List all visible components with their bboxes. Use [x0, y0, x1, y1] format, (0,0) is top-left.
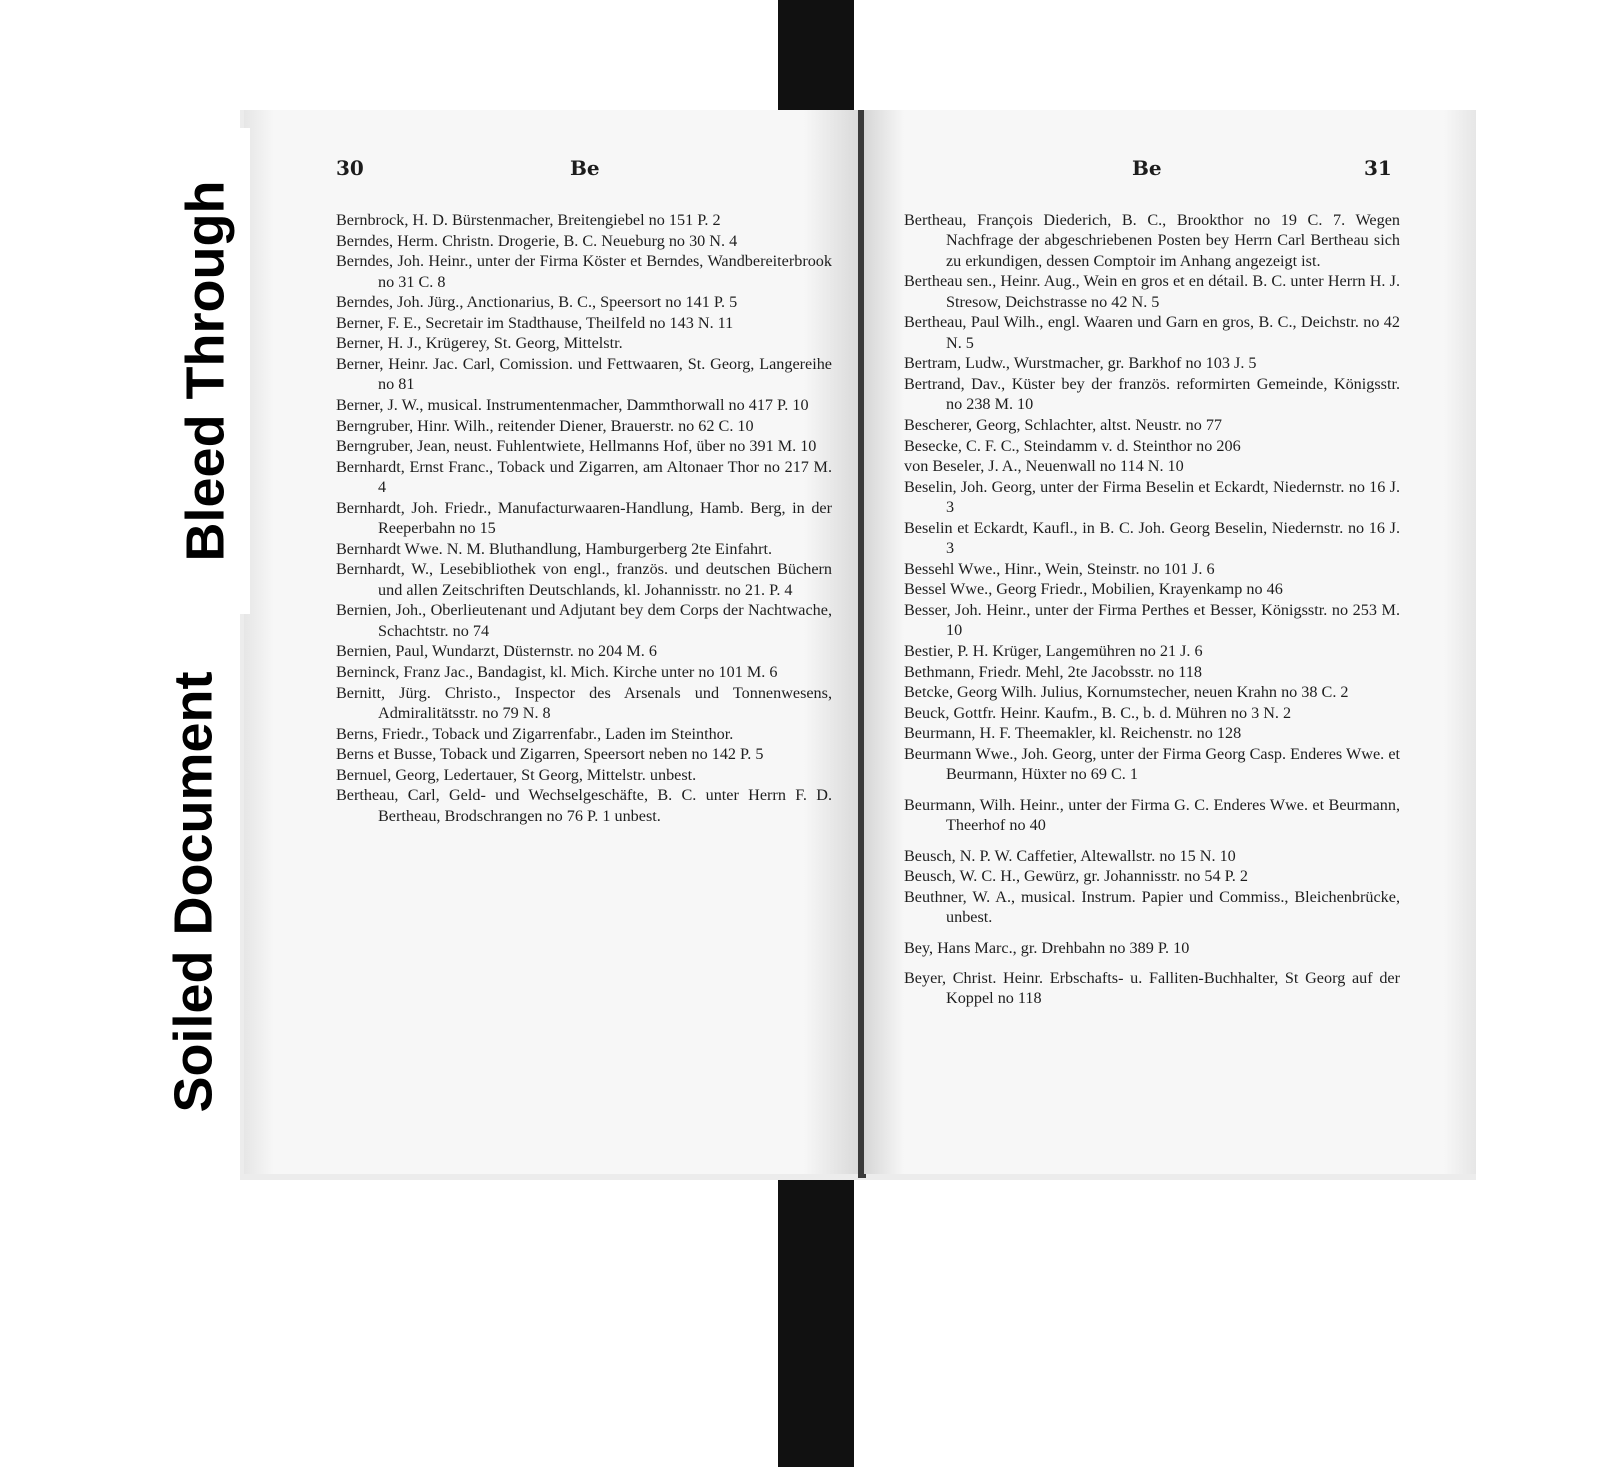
- right-entry-list: [904, 210, 1400, 1009]
- directory-entry: Berner, H. J., Krügerey, St. Georg, Mittelstr.: [336, 334, 623, 353]
- directory-entry: Beurmann, H. F. Theemakler, kl. Reichenstr. no 128: [904, 724, 1242, 743]
- binding-strip-bottom: [778, 1170, 854, 1467]
- directory-entry: Bertrand, Dav., Küster bey der französ. reformirten Gemeinde, Königsstr. no 238 M. 10: [904, 375, 1400, 414]
- directory-entry: von Beseler, J. A., Neuenwall no 114 N. 10: [904, 457, 1184, 476]
- directory-entry: Betcke, Georg Wilh. Julius, Kornumstecher, neuen Krahn no 38 C. 2: [904, 683, 1349, 702]
- soiled-document-text: Soiled Document: [164, 671, 225, 1113]
- directory-entry: Bernhardt, Joh. Friedr., Manufacturwaaren-Handlung, Hamb. Berg, in der Reeperbahn no 15: [336, 498, 832, 538]
- open-book: [240, 110, 1476, 1180]
- right-page-heading: Be: [1132, 156, 1162, 180]
- directory-entry: Berner, J. W., musical. Instrumentenmacher, Dammthorwall no 417 P. 10: [336, 395, 809, 414]
- directory-entry: Beuck, Gottfr. Heinr. Kaufm., B. C., b. d. Mühren no 3 N. 2: [904, 703, 1292, 722]
- directory-entry: Bertheau, Paul Wilh., engl. Waaren und Garn en gros, B. C., Deichstr. no 42 N. 5: [904, 313, 1400, 352]
- directory-entry: Bernhardt Wwe. N. M. Bluthandlung, Hamburgerberg 2te Einfahrt.: [336, 539, 773, 558]
- directory-entry: Berner, Heinr. Jac. Carl, Comission. und Fettwaaren, St. Georg, Langereihe no 81: [336, 354, 832, 394]
- directory-entry: Bernbrock, H. D. Bürstenmacher, Breitengiebel no 151 P. 2: [336, 211, 721, 229]
- directory-entry: Besser, Joh. Heinr., unter der Firma Perthes et Besser, Königsstr. no 253 M. 10: [904, 600, 1400, 640]
- directory-entry: Bertram, Ludw., Wurstmacher, gr. Barkhof no 103 J. 5: [904, 354, 1257, 373]
- directory-entry: Bernitt, Jürg. Christo., Inspector des Arsenals und Tonnenwesens, Admiralitätsstr. no 79 N. 8: [336, 683, 832, 722]
- directory-entry: Berninck, Franz Jac., Bandagist, kl. Mich. Kirche unter no 101 M. 6: [336, 662, 778, 681]
- directory-entry: Beselin et Eckardt, Kaufl., in B. C. Joh. Georg Beselin, Niedernstr. no 16 J. 3: [904, 518, 1400, 558]
- bleed-through-text: Bleed Through: [175, 180, 236, 562]
- directory-entry: Beurmann Wwe., Joh. Georg, unter der Firma Georg Casp. Enderes Wwe. et Beurmann, Hüxter no 69 C. 1: [904, 744, 1400, 784]
- directory-entry: Berngruber, Jean, neust. Fuhlentwiete, Hellmanns Hof, über no 391 M. 10: [336, 437, 817, 456]
- left-entry-list: [336, 210, 832, 826]
- left-page-heading: Be: [570, 156, 600, 180]
- directory-entry: Berndes, Herm. Christn. Drogerie, B. C. Neueburg no 30 N. 4: [336, 231, 738, 250]
- directory-entry: Bernhardt, W., Lesebibliothek von engl., französ. und deutschen Büchern und allen Zeitschriften Deutschlands, kl. Johannisstr. no 21. P. 4: [336, 560, 832, 599]
- directory-entry: Bessehl Wwe., Hinr., Wein, Steinstr. no 101 J. 6: [904, 559, 1215, 578]
- directory-entry: Beuthner, W. A., musical. Instrum. Papier und Commiss., Bleichenbrücke, unbest.: [904, 887, 1400, 927]
- directory-entry: Bernien, Joh., Oberlieutenant und Adjutant bey dem Corps der Nachtwache, Schachtstr. no 74: [336, 601, 832, 640]
- directory-entry: Bernhardt, Ernst Franc., Toback und Zigarren, am Altonaer Thor no 217 M. 4: [336, 457, 832, 497]
- directory-entry: Bessel Wwe., Georg Friedr., Mobilien, Krayenkamp no 46: [904, 580, 1283, 599]
- right-page-number: 31: [1364, 156, 1392, 180]
- directory-entry: Bernuel, Georg, Ledertauer, St Georg, Mittelstr. unbest.: [336, 765, 697, 784]
- directory-entry: Beusch, N. P. W. Caffetier, Altewallstr. no 15 N. 10: [904, 846, 1236, 865]
- bleed-through-label: [160, 128, 250, 614]
- directory-entry: Bertheau sen., Heinr. Aug., Wein en gros et en détail. B. C. unter Herrn H. J. Stresow, Deichstrasse no 42 N. 5: [904, 272, 1400, 311]
- directory-entry: Bey, Hans Marc., gr. Drehbahn no 389 P. 10: [904, 938, 1190, 957]
- directory-entry: Bescherer, Georg, Schlachter, altst. Neustr. no 77: [904, 416, 1223, 434]
- directory-entry: Bethmann, Friedr. Mehl, 2te Jacobsstr. no 118: [904, 662, 1202, 681]
- directory-entry: Beyer, Christ. Heinr. Erbschafts- u. Falliten-Buchhalter, St Georg auf der Koppel no 118: [904, 968, 1400, 1008]
- directory-entry: Bertheau, François Diederich, B. C., Brookthor no 19 C. 7. Wegen Nachfrage der abgeschriebenen Posten bey Herrn Carl Bertheau sich zu erkundigen, dessen Comptoir im Anhang angezeigt ist.: [904, 211, 1400, 270]
- directory-entry: Berns et Busse, Toback und Zigarren, Speersort neben no 142 P. 5: [336, 745, 764, 764]
- directory-entry: Bernien, Paul, Wundarzt, Düsternstr. no 204 M. 6: [336, 642, 657, 661]
- left-page-number: 30: [336, 156, 364, 180]
- right-page: [864, 110, 1476, 1174]
- directory-entry: Besecke, C. F. C., Steindamm v. d. Steinthor no 206: [904, 436, 1241, 455]
- directory-entry: Berngruber, Hinr. Wilh., reitender Diener, Brauerstr. no 62 C. 10: [336, 416, 754, 435]
- directory-entry: Berns, Friedr., Toback und Zigarrenfabr., Laden im Steinthor.: [336, 724, 734, 743]
- directory-entry: Beusch, W. C. H., Gewürz, gr. Johannisstr. no 54 P. 2: [904, 867, 1248, 886]
- directory-entry: Bertheau, Carl, Geld- und Wechselgeschäfte, B. C. unter Herrn F. D. Bertheau, Brodschrangen no 76 P. 1 unbest.: [336, 786, 832, 825]
- directory-entry: Berndes, Joh. Jürg., Anctionarius, B. C., Speersort no 141 P. 5: [336, 293, 738, 312]
- directory-entry: Bestier, P. H. Krüger, Langemühren no 21 J. 6: [904, 641, 1203, 660]
- left-page: [244, 110, 860, 1174]
- directory-entry: Berner, F. E., Secretair im Stadthause, Theilfeld no 143 N. 11: [336, 313, 734, 332]
- directory-entry: Beurmann, Wilh. Heinr., unter der Firma G. C. Enderes Wwe. et Beurmann, Theerhof no 40: [904, 795, 1400, 835]
- directory-entry: Berndes, Joh. Heinr., unter der Firma Köster et Berndes, Wandbereiterbrook no 31 C. 8: [336, 252, 832, 291]
- directory-entry: Beselin, Joh. Georg, unter der Firma Beselin et Eckardt, Niedernstr. no 16 J. 3: [904, 477, 1400, 517]
- soiled-document-label: [148, 636, 240, 1148]
